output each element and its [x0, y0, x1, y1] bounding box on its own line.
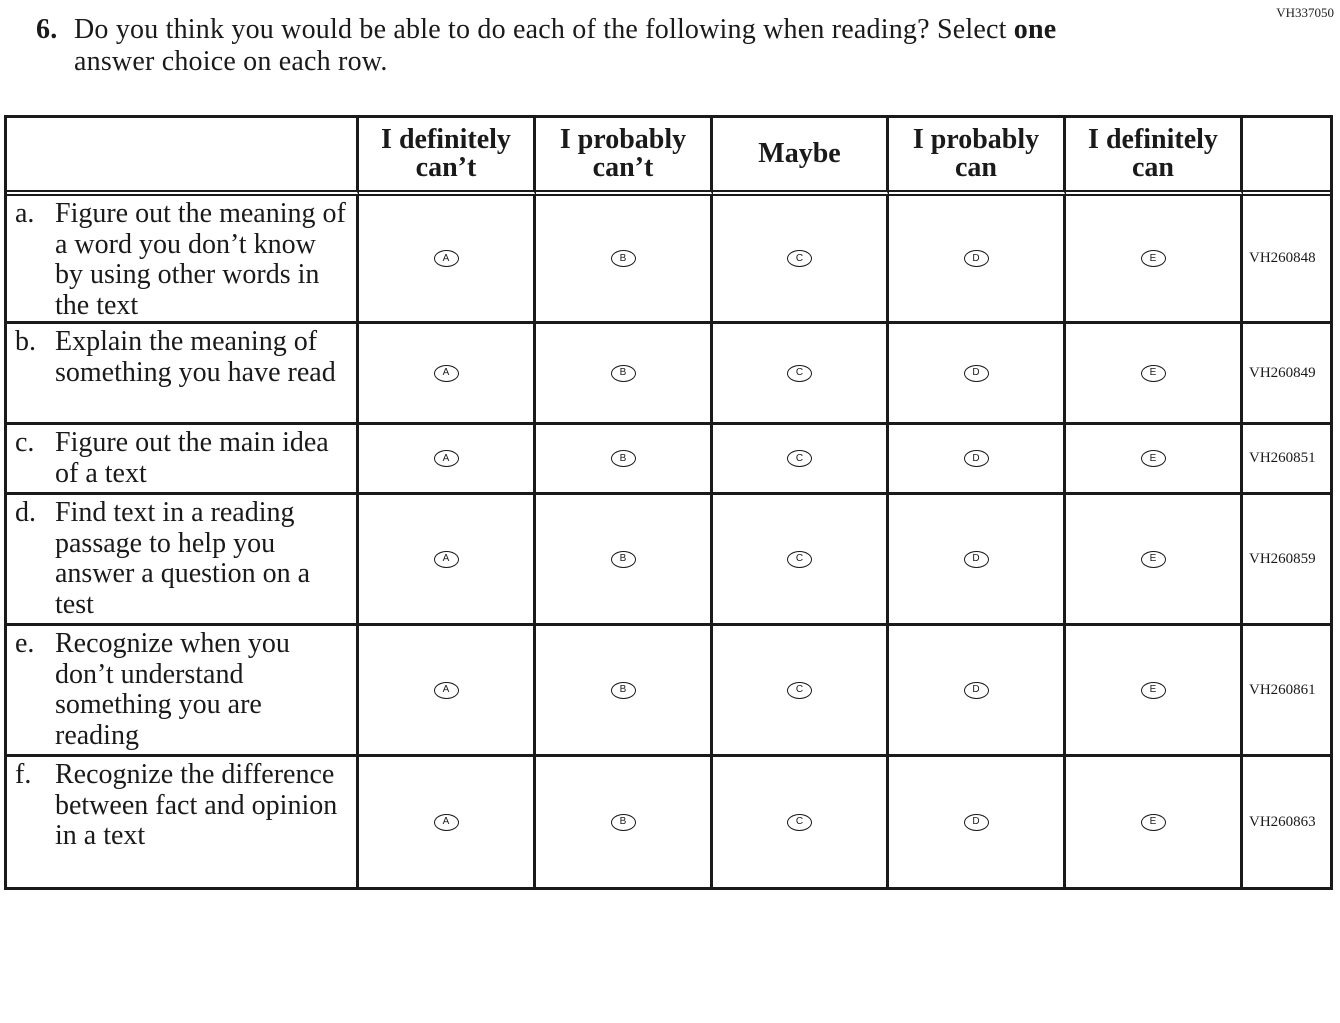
- row-statement: Explain the meaning of something you have read: [55, 326, 336, 388]
- answer-bubble-d[interactable]: D: [964, 250, 989, 267]
- question-text-line2: answer choice on each row.: [74, 46, 388, 77]
- answer-cell: [1066, 626, 1243, 757]
- row-letter: b.: [15, 326, 36, 357]
- column-header-b: [536, 118, 713, 196]
- answer-cell: [889, 757, 1066, 887]
- answer-bubble-c[interactable]: C: [787, 814, 812, 831]
- answer-bubble-a[interactable]: A: [434, 250, 459, 267]
- answer-bubble-b[interactable]: B: [611, 450, 636, 467]
- answer-cell: [1066, 425, 1243, 495]
- row-item-code: VH260859: [1243, 495, 1330, 626]
- answer-bubble-d[interactable]: D: [964, 551, 989, 568]
- row-letter: d.: [15, 497, 36, 528]
- answer-cell: [536, 757, 713, 887]
- answer-cell: [1066, 324, 1243, 425]
- column-header-line: Maybe: [758, 138, 841, 169]
- answer-bubble-c[interactable]: C: [787, 450, 812, 467]
- question-number: 6.: [36, 14, 58, 45]
- statement-cell: [7, 757, 359, 887]
- column-header-line: can: [954, 152, 997, 183]
- row-statement: Figure out the main idea of a text: [55, 427, 329, 489]
- answer-bubble-b[interactable]: B: [611, 551, 636, 568]
- column-header-line: I definitely: [381, 124, 511, 155]
- answer-bubble-d[interactable]: D: [964, 450, 989, 467]
- answer-bubble-d[interactable]: D: [964, 365, 989, 382]
- row-item-code: VH260861: [1243, 626, 1330, 757]
- answer-bubble-c[interactable]: C: [787, 250, 812, 267]
- answer-bubble-c[interactable]: C: [787, 365, 812, 382]
- answer-bubble-c[interactable]: C: [787, 682, 812, 699]
- answer-cell: [536, 324, 713, 425]
- row-statement: Figure out the meaning of a word you don’t know by using other words in the text: [55, 198, 346, 321]
- answer-bubble-e[interactable]: E: [1141, 450, 1166, 467]
- column-header-a: [359, 118, 536, 196]
- column-header-line: I definitely: [1088, 124, 1218, 155]
- statement-cell: [7, 495, 359, 626]
- answer-cell: [713, 626, 889, 757]
- column-header-e: [1066, 118, 1243, 196]
- answer-cell: [889, 425, 1066, 495]
- row-item-code: VH260851: [1243, 425, 1330, 495]
- answer-bubble-e[interactable]: E: [1141, 551, 1166, 568]
- row-item-code: VH260848: [1243, 196, 1330, 324]
- answer-cell: [1066, 757, 1243, 887]
- column-header-line: can: [1131, 152, 1174, 183]
- statement-cell: [7, 196, 359, 324]
- answer-bubble-e[interactable]: E: [1141, 814, 1166, 831]
- response-grid: [4, 115, 1333, 890]
- answer-cell: [359, 626, 536, 757]
- answer-cell: [359, 425, 536, 495]
- answer-cell: [889, 196, 1066, 324]
- answer-bubble-e[interactable]: E: [1141, 365, 1166, 382]
- column-header-line: can’t: [415, 152, 477, 183]
- answer-cell: [889, 626, 1066, 757]
- row-letter: a.: [15, 198, 35, 229]
- row-letter: e.: [15, 628, 35, 659]
- answer-cell: [713, 196, 889, 324]
- answer-cell: [359, 757, 536, 887]
- answer-bubble-b[interactable]: B: [611, 682, 636, 699]
- row-item-code: VH260863: [1249, 813, 1316, 830]
- statement-cell: [7, 425, 359, 495]
- statement-cell: [7, 324, 359, 425]
- answer-cell: [536, 196, 713, 324]
- answer-bubble-d[interactable]: D: [964, 682, 989, 699]
- column-header-line: can’t: [592, 152, 654, 183]
- column-header-c: [713, 118, 889, 196]
- answer-bubble-b[interactable]: B: [611, 250, 636, 267]
- answer-cell: [536, 626, 713, 757]
- answer-cell: [536, 425, 713, 495]
- answer-bubble-d[interactable]: D: [964, 814, 989, 831]
- row-item-code: VH260849: [1243, 324, 1330, 425]
- question-emphasis: one: [1013, 14, 1057, 45]
- column-header-line: I probably: [559, 124, 687, 155]
- question-text: Do you think you would be able to do each of the following when reading? Select: [74, 14, 1014, 45]
- answer-cell: [1066, 196, 1243, 324]
- answer-bubble-c[interactable]: C: [787, 551, 812, 568]
- row-statement: Find text in a reading passage to help you answer a question on a test: [55, 497, 311, 620]
- answer-cell: [713, 757, 889, 887]
- answer-bubble-a[interactable]: A: [434, 365, 459, 382]
- header-blank-cell: [7, 118, 359, 196]
- answer-cell: [889, 495, 1066, 626]
- row-statement: Recognize when you don’t understand something you are reading: [55, 628, 290, 751]
- answer-bubble-a[interactable]: A: [434, 450, 459, 467]
- row-statement: Recognize the difference between fact and opinion in a text: [55, 759, 338, 851]
- answer-bubble-b[interactable]: B: [611, 814, 636, 831]
- statement-cell: [7, 626, 359, 757]
- answer-cell: [713, 324, 889, 425]
- answer-cell: [536, 495, 713, 626]
- answer-cell: [1066, 495, 1243, 626]
- column-header-d: [889, 118, 1066, 196]
- answer-cell: [359, 324, 536, 425]
- question-prompt: [36, 14, 1236, 78]
- answer-cell: [889, 324, 1066, 425]
- answer-bubble-e[interactable]: E: [1141, 250, 1166, 267]
- row-letter: f.: [15, 759, 32, 790]
- answer-cell: [713, 425, 889, 495]
- header-code-cell: [1243, 118, 1330, 196]
- answer-bubble-b[interactable]: B: [611, 365, 636, 382]
- column-header-line: I probably: [912, 124, 1040, 155]
- answer-cell: [713, 495, 889, 626]
- row-letter: c.: [15, 427, 35, 458]
- answer-cell: [359, 495, 536, 626]
- answer-cell: [359, 196, 536, 324]
- answer-bubble-a[interactable]: A: [434, 682, 459, 699]
- answer-bubble-a[interactable]: A: [434, 551, 459, 568]
- answer-bubble-a[interactable]: A: [434, 814, 459, 831]
- answer-bubble-e[interactable]: E: [1141, 682, 1166, 699]
- page-item-id: VH337050: [1276, 5, 1334, 20]
